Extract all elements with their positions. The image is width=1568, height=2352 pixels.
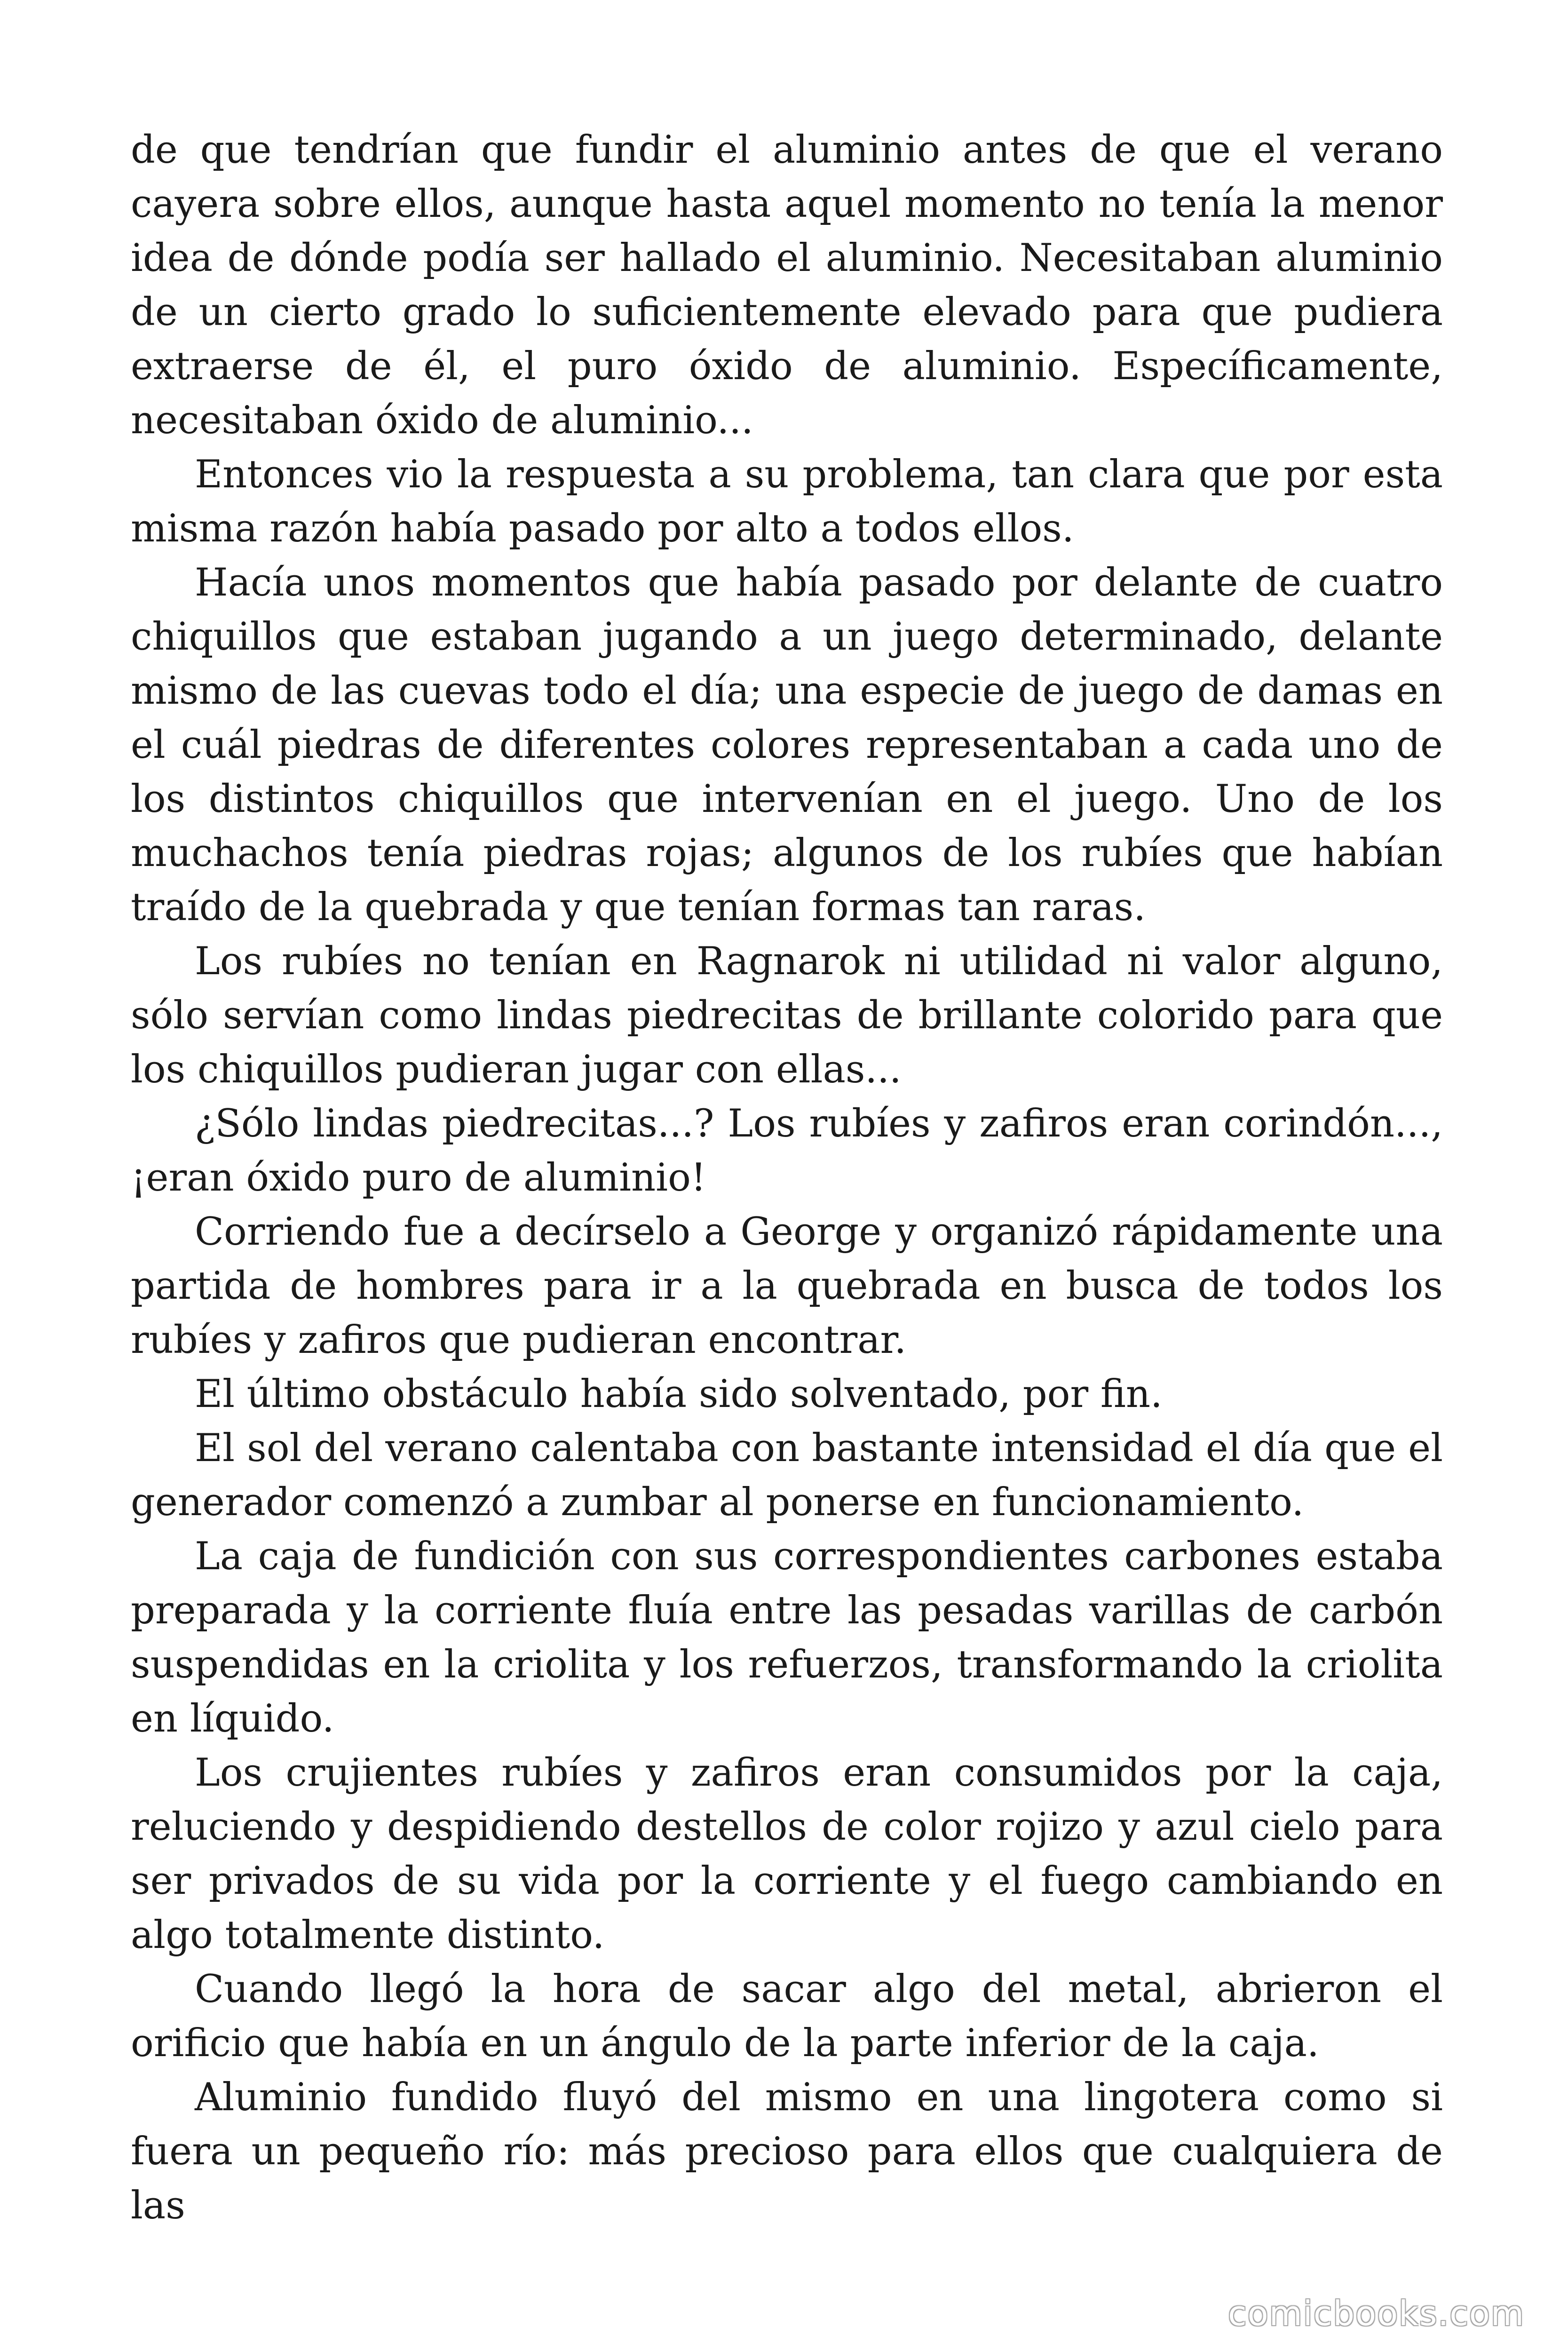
paragraph-6: Corriendo fue a decírselo a George y organizó rápidamente una partida de hombres para ir a la quebrada en busca de todos los rubíes y zafiros que pudieran encontrar. <box>131 1210 1443 1362</box>
paragraph-10: Los crujientes rubíes y zafiros eran consumidos por la caja, reluciendo y despidiendo destellos de color rojizo y azul cielo para ser privados de su vida por la corriente y el fuego cambiando en algo totalmente distinto. <box>131 1751 1443 1957</box>
paragraph-11: Cuando llegó la hora de sacar algo del metal, abrieron el orificio que había en un ángulo de la parte inferior de la caja. <box>131 1967 1443 2066</box>
paragraph-4: Los rubíes no tenían en Ragnarok ni utilidad ni valor alguno, sólo servían como lindas piedrecitas de brillante colorido para que los chiquillos pudieran jugar con ellas... <box>131 939 1443 1092</box>
paragraph-5: ¿Sólo lindas piedrecitas...? Los rubíes y zafiros eran corindón..., ¡eran óxido puro de aluminio! <box>131 1102 1443 1200</box>
paragraph-3: Hacía unos momentos que había pasado por delante de cuatro chiquillos que estaban jugando a un juego determinado, delante mismo de las cuevas todo el día; una especie de juego de damas en el cuál piedras de diferentes colores representaban a cada uno de los distintos chiquillos que intervenían en el juego. Uno de los muchachos tenía piedras rojas; algunos de los rubíes que habían traído de la quebrada y que tenían formas tan raras. <box>131 561 1443 930</box>
page-body <box>131 123 1443 2233</box>
paragraph-9: La caja de fundición con sus correspondientes carbones estaba preparada y la corriente fluía entre las pesadas varillas de carbón suspendidas en la criolita y los refuerzos, transformando la criolita en líquido. <box>131 1534 1443 1741</box>
watermark: comicbooks.com <box>1227 2294 1525 2333</box>
paragraph-7: El último obstáculo había sido solventado, por fin. <box>195 1372 1163 1416</box>
paragraph-1: de que tendrían que fundir el aluminio antes de que el verano cayera sobre ellos, aunque hasta aquel momento no tenía la menor idea de dónde podía ser hallado el aluminio. Necesitaban aluminio de un cierto grado lo suficientemente elevado para que pudiera extraerse de él, el puro óxido de aluminio. Específicamente, necesitaban óxido de aluminio... <box>131 128 1443 443</box>
paragraph-2: Entonces vio la respuesta a su problema, tan clara que por esta misma razón había pasado por alto a todos ellos. <box>131 453 1443 551</box>
paragraph-8: El sol del verano calentaba con bastante intensidad el día que el generador comenzó a zumbar al ponerse en funcionamiento. <box>131 1426 1443 1525</box>
paragraph-12: Aluminio fundido fluyó del mismo en una lingotera como si fuera un pequeño río: más precioso para ellos que cualquiera de las <box>131 2075 1443 2228</box>
